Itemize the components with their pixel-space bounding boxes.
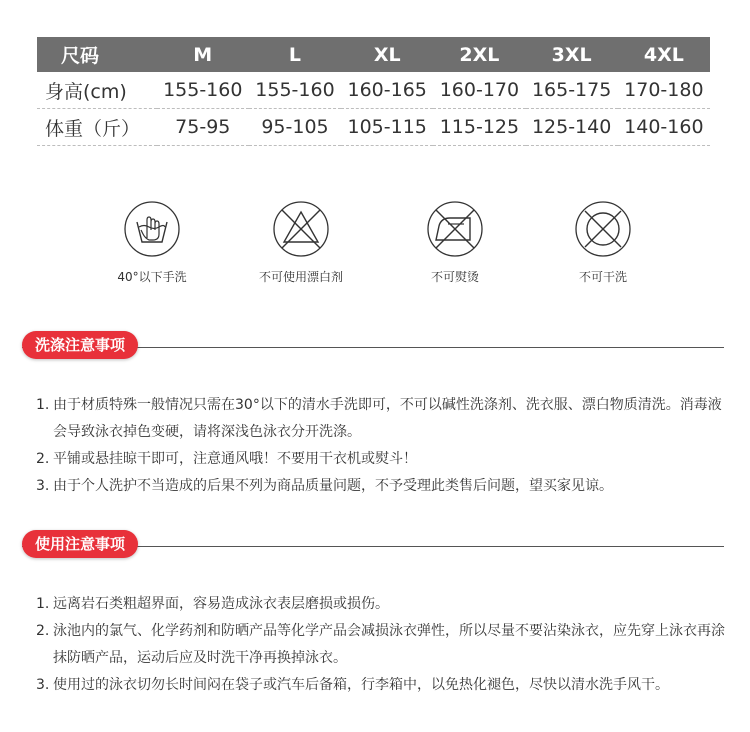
table-cell: 155-160 xyxy=(157,72,249,109)
table-cell: 160-165 xyxy=(341,72,433,109)
list-item xyxy=(36,446,726,473)
list-number: 2. xyxy=(36,451,50,467)
table-row-height xyxy=(37,72,710,109)
list-item xyxy=(36,392,726,446)
table-cell: 170-180 xyxy=(618,72,710,109)
header-cell-4xl: 4XL xyxy=(618,37,710,72)
table-cell: 75-95 xyxy=(157,109,249,146)
list-number: 1. xyxy=(36,596,50,612)
table-row-weight xyxy=(37,109,710,146)
washing-section-header xyxy=(22,331,724,361)
care-item-no-dry-clean xyxy=(533,200,673,285)
list-text: 平铺或悬挂晾干即可，注意通风哦！不要用干衣机或熨斗！ xyxy=(53,451,417,467)
table-cell: 160-170 xyxy=(433,72,525,109)
hand-wash-icon xyxy=(123,200,181,258)
care-label: 40°以下手洗 xyxy=(117,270,187,284)
header-cell-m: M xyxy=(157,37,249,72)
table-cell: 155-160 xyxy=(249,72,341,109)
care-item-hand-wash xyxy=(82,200,222,285)
list-number: 3. xyxy=(36,478,50,494)
list-number: 1. xyxy=(36,397,50,413)
washing-section-title: 洗涤注意事项 xyxy=(22,331,138,359)
care-instructions xyxy=(0,200,750,290)
list-text: 远离岩石类粗超界面，容易造成泳衣表层磨损或损伤。 xyxy=(53,596,389,612)
header-cell-3xl: 3XL xyxy=(526,37,618,72)
header-cell-size: 尺码 xyxy=(37,37,157,72)
list-number: 2. xyxy=(36,623,50,639)
list-number: 3. xyxy=(36,677,50,693)
usage-section-header xyxy=(22,530,724,560)
list-text: 由于个人洗护不当造成的后果不列为商品质量问题，不予受理此类售后问题，望买家见谅。 xyxy=(53,478,613,494)
table-cell: 165-175 xyxy=(526,72,618,109)
list-item xyxy=(36,591,726,618)
size-table xyxy=(37,37,710,146)
care-label: 不可干洗 xyxy=(578,270,627,284)
size-table-header-row xyxy=(37,37,710,72)
table-cell: 95-105 xyxy=(249,109,341,146)
care-item-no-iron xyxy=(385,200,525,285)
no-bleach-icon xyxy=(272,200,330,258)
care-item-no-bleach xyxy=(231,200,371,285)
list-item xyxy=(36,618,726,672)
list-text: 由于材质特殊一般情况只需在30°以下的清水手洗即可，不可以碱性洗涤剂、洗衣服、漂白物质清洗。消毒液会导致泳衣掉色变硬，请将深浅色泳衣分开洗涤。 xyxy=(53,397,722,440)
list-text: 使用过的泳衣切勿长时间闷在袋子或汽车后备箱，行李箱中，以免热化褪色，尽快以清水洗手风干。 xyxy=(53,677,669,693)
list-item xyxy=(36,473,726,500)
usage-section-title: 使用注意事项 xyxy=(22,530,138,558)
list-text: 泳池内的氯气、化学药剂和防晒产品等化学产品会减损泳衣弹性，所以尽量不要沾染泳衣，应先穿上泳衣再涂抹防晒产品，运动后应及时洗干净再换掉泳衣。 xyxy=(53,623,725,666)
usage-instructions-list xyxy=(36,591,726,699)
header-cell-xl: XL xyxy=(341,37,433,72)
care-label: 不可使用漂白剂 xyxy=(258,270,343,284)
table-cell: 115-125 xyxy=(433,109,525,146)
header-cell-2xl: 2XL xyxy=(433,37,525,72)
washing-instructions-list xyxy=(36,392,726,500)
care-label: 不可熨烫 xyxy=(430,270,479,284)
table-cell: 140-160 xyxy=(618,109,710,146)
no-dry-clean-icon xyxy=(574,200,632,258)
table-cell: 125-140 xyxy=(526,109,618,146)
row-label-height: 身高(cm) xyxy=(37,72,157,109)
table-cell: 105-115 xyxy=(341,109,433,146)
header-cell-l: L xyxy=(249,37,341,72)
no-iron-icon xyxy=(426,200,484,258)
list-item xyxy=(36,672,726,699)
row-label-weight: 体重（斤） xyxy=(37,109,157,146)
